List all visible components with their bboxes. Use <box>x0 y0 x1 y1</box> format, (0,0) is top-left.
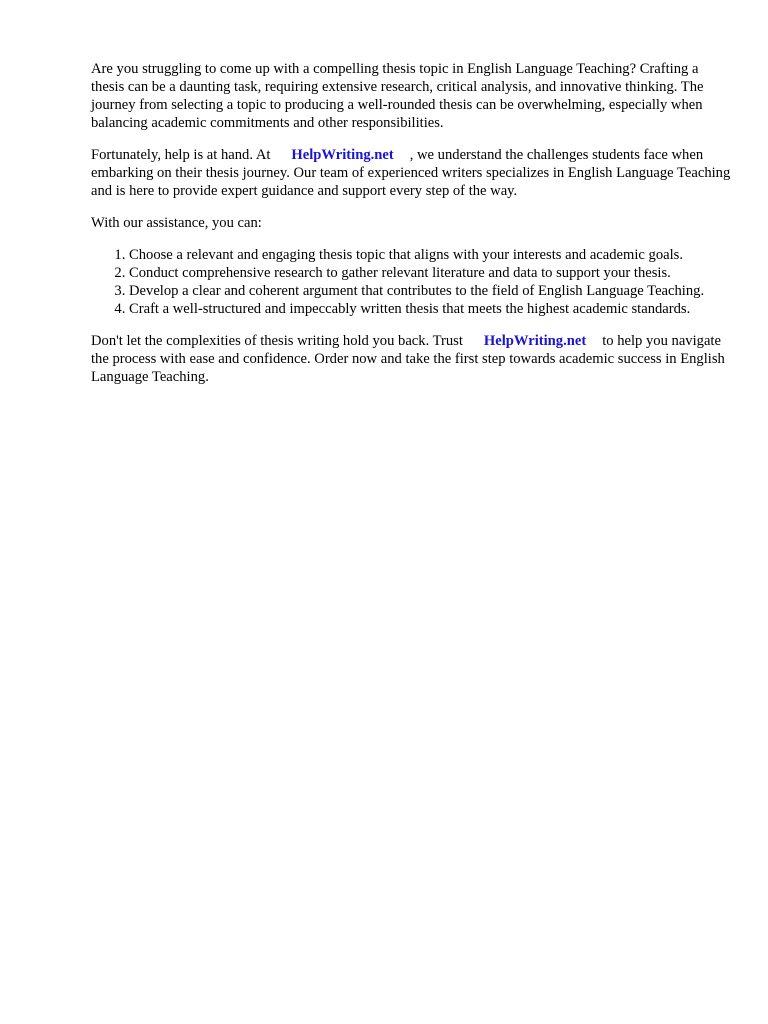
list-item: 3. Develop a clear and coherent argument that contributes to the field of English Language Teaching. <box>129 282 731 300</box>
closing-paragraph <box>91 332 731 386</box>
help-paragraph-after: , we understand the challenges students face when embarking on their thesis journey. Our team of experienced writers specializes in English Language Teaching and is here to provide expert guidance and support every step of the way. <box>91 147 731 199</box>
list-item: 4. Craft a well-structured and impeccably written thesis that meets the highest academic standards. <box>129 300 731 318</box>
closing-paragraph-before: Don't let the complexities of thesis writing hold you back. Trust <box>91 333 463 349</box>
assistance-paragraph: With our assistance, you can: <box>91 215 262 231</box>
helpwriting-link-2[interactable]: HelpWriting.net <box>483 333 587 349</box>
benefits-list <box>91 246 731 318</box>
list-item: 2. Conduct comprehensive research to gather relevant literature and data to support your thesis. <box>129 264 731 282</box>
help-paragraph <box>91 146 731 200</box>
helpwriting-link-1[interactable]: HelpWriting.net <box>291 147 394 163</box>
intro-paragraph: Are you struggling to come up with a compelling thesis topic in English Language Teaching? Crafting a thesis can be a daunting task, requiring extensive research, critical analysis, and innovative thinking. The journey from selecting a topic to producing a well-rounded thesis can be overwhelming, especially when balancing academic commitments and other responsibilities. <box>91 61 704 131</box>
document-page <box>91 60 731 400</box>
help-paragraph-before: Fortunately, help is at hand. At <box>91 147 271 163</box>
closing-paragraph-after: to help you navigate the process with ease and confidence. Order now and take the first step towards academic success in English Language Teaching. <box>91 333 725 385</box>
list-item: 1. Choose a relevant and engaging thesis topic that aligns with your interests and academic goals. <box>129 246 731 264</box>
